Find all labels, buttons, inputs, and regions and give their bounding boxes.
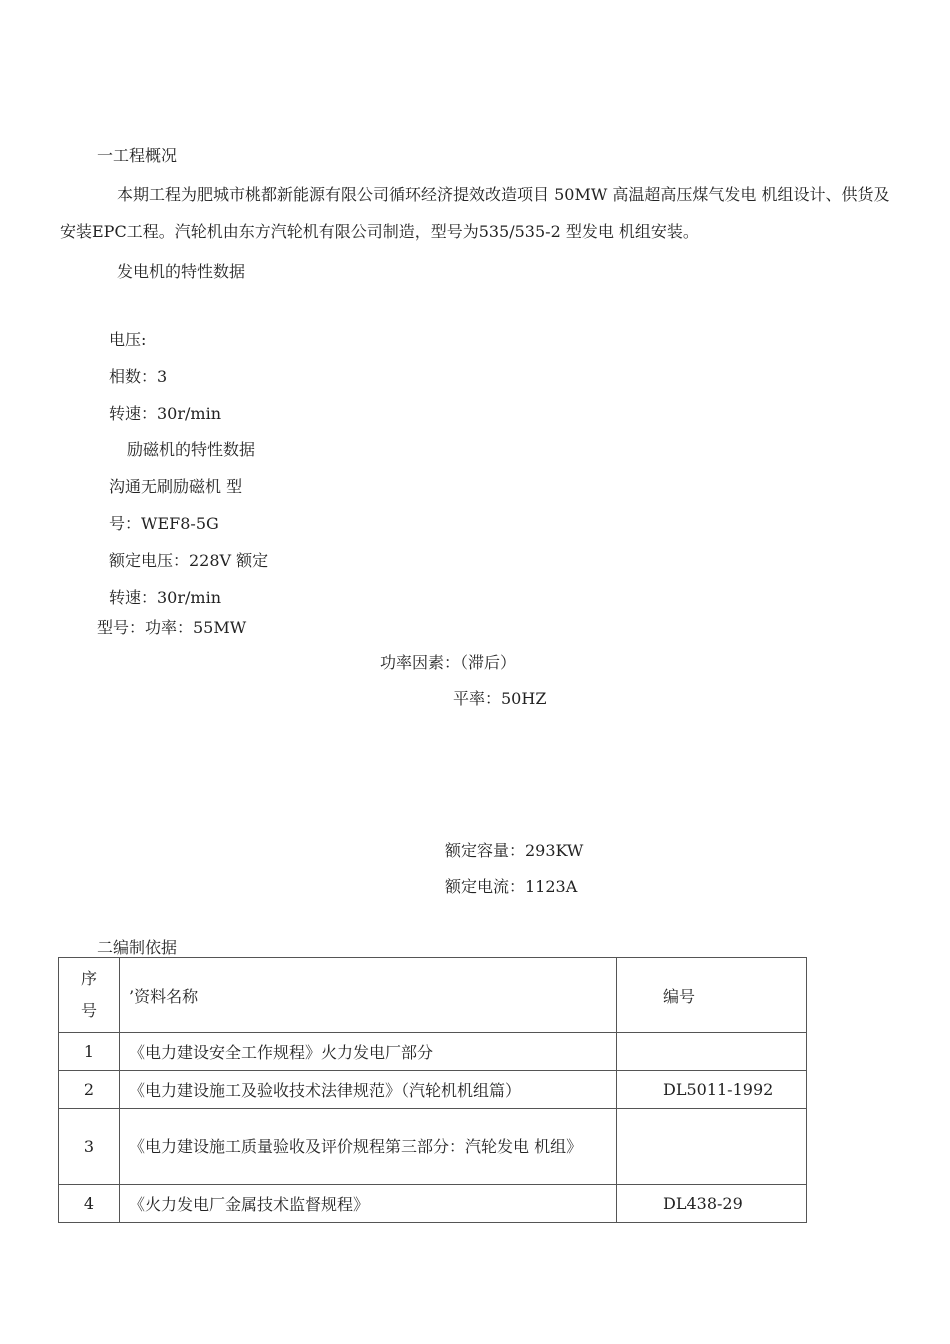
- header-code-cell: 编号: [617, 958, 807, 1033]
- table-row: [59, 1071, 807, 1109]
- row-seq: 2: [59, 1071, 120, 1109]
- phases-label: 相数：3: [109, 367, 168, 386]
- header-name-cell: ’资料名称: [120, 958, 617, 1033]
- speed-label: 转速：30r/min: [109, 404, 221, 423]
- exciter-model: 号：WEF8-5G: [109, 514, 219, 533]
- exciter-speed-label: 转速：30r/min: [109, 588, 221, 607]
- exciter-spec-title: 励磁机的特性数据: [127, 440, 256, 459]
- row-code: DL5011-1992: [617, 1071, 807, 1109]
- header-seq-top: 序: [80, 969, 97, 988]
- voltage-label: 电压:: [109, 330, 147, 349]
- row-name: 《电力建设安全工作规程》火力发电厂部分: [120, 1033, 617, 1071]
- reference-documents-table: [58, 957, 807, 1223]
- row-seq: 4: [59, 1185, 120, 1223]
- model-power-label: 型号：功率：55MW: [97, 618, 247, 637]
- project-overview-paragraph: 本期工程为肥城市桃都新能源有限公司循环经济提效改造项目 50MW 高温超高压煤气发电 机组设计、供货及安装EPC工程。汽轮机由东方汽轮机有限公司制造，型号为535/535-2 型发电 机组安装。: [60, 185, 890, 241]
- table-row: [59, 1033, 807, 1071]
- header-seq-cell: [59, 958, 120, 1033]
- frequency-label: 平率：50HZ: [453, 689, 547, 708]
- table-header-row: [59, 958, 807, 1033]
- generator-spec-title: 发电机的特性数据: [117, 262, 246, 281]
- row-code: [617, 1033, 807, 1071]
- rated-current-label: 额定电流：1123A: [445, 877, 578, 896]
- section-1-heading: 一工程概况: [97, 146, 178, 165]
- header-seq-bottom: 号: [80, 1001, 97, 1020]
- row-seq: 3: [59, 1109, 120, 1185]
- power-factor-label: 功率因素：（滞后）: [380, 653, 517, 672]
- table-row: [59, 1109, 807, 1185]
- row-name: 《电力建设施工质量验收及评价规程第三部分：汽轮发电 机组》: [120, 1109, 617, 1185]
- rated-voltage-label: 额定电压：228V 额定: [109, 551, 269, 570]
- table-row: [59, 1185, 807, 1223]
- row-code: [617, 1109, 807, 1185]
- row-seq: 1: [59, 1033, 120, 1071]
- row-name: 《火力发电厂金属技术监督规程》: [120, 1185, 617, 1223]
- exciter-description: 沟通无刷励磁机 型: [109, 477, 243, 496]
- row-name: 《电力建设施工及验收技术法律规范》（汽轮机机组篇）: [120, 1071, 617, 1109]
- row-code: DL438-29: [617, 1185, 807, 1223]
- rated-capacity-label: 额定容量：293KW: [445, 841, 584, 860]
- section-2-heading: 二编制依据: [97, 938, 178, 957]
